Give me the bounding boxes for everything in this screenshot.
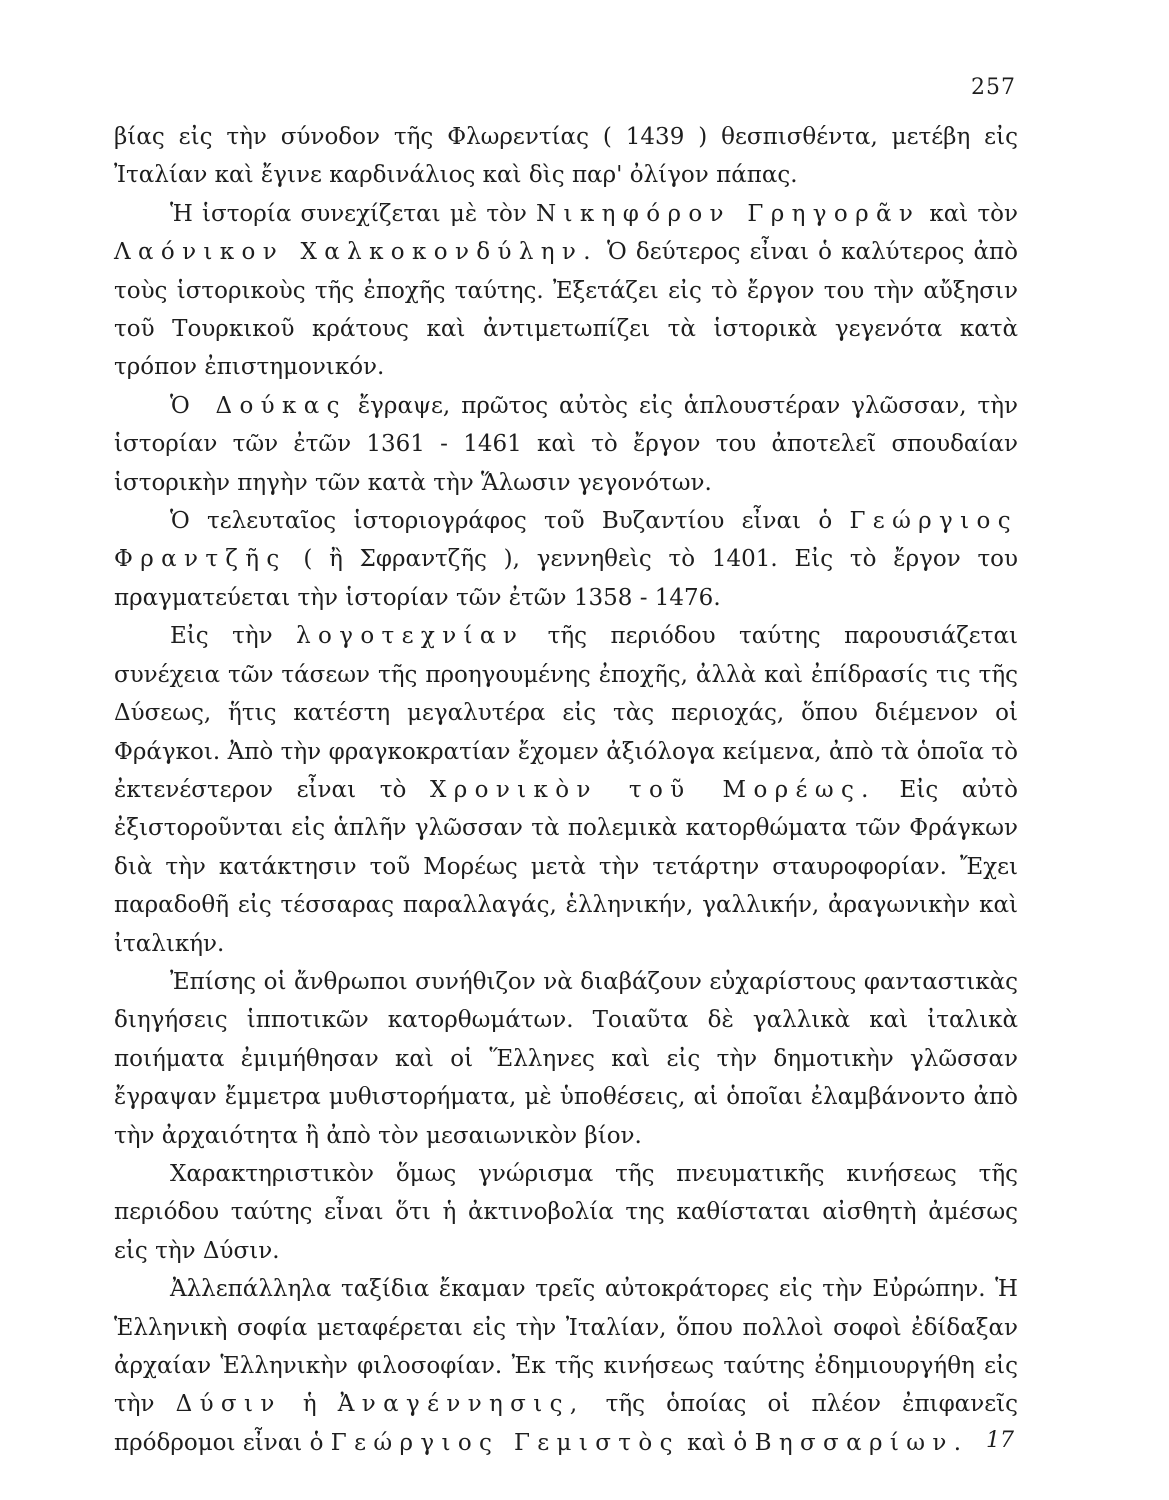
paragraph-8	[114, 1270, 1018, 1462]
name-laonikos-chalkokondylis: Λαόνικον Χαλκοκονδύλην.	[114, 239, 598, 266]
name-doukas: Ὁ Δούκας	[170, 392, 347, 419]
paragraph-4-text-1: Ὁ τελευταῖος ἱστοριογράφος τοῦ Βυζαντίου εἶναι ὁ	[170, 508, 850, 535]
paragraph-2-text-3: Ὁ δεύτερος εἶναι ὁ καλύτερος ἀπὸ τοὺς ἱστορικοὺς τῆς ἐποχῆς ταύτης. Ἐξετάζει εἰς τὸ ἔργον του τὴν αὔξησιν τοῦ Τουρκικοῦ κράτους καὶ ἀντιμετωπίζει τὰ ἱστορικὰ γεγενότα κατὰ τρόπον ἐπιστημονικόν.	[114, 239, 1019, 381]
paragraph-8-text-4: καὶ ὁ	[679, 1429, 755, 1456]
paragraph-2	[114, 195, 1018, 387]
paragraph-1-text: βίας εἰς τὴν σύνοδον τῆς Φλωρεντίας ( 1439 ) θεσπισθέντα, μετέβη εἰς Ἰταλίαν καὶ ἔγινε καρδινάλιος καὶ δὶς παρ' ὀλίγον πάπας.	[114, 124, 1018, 189]
name-nikiforos-grigoras: Νικηφόρον Γρηγορᾶν	[536, 200, 921, 227]
paragraph-6-text: Ἐπίσης οἱ ἄνθρωποι συνήθιζον νὰ διαβάζουν εὐχαρίστους φανταστικὰς διηγήσεις ἱπποτικῶν κατορθωμάτων. Τοιαῦτα δὲ γαλλικὰ καὶ ἰταλικὰ ποιήματα ἐμιμήθησαν καὶ οἱ Ἕλληνες καὶ εἰς τὴν δημοτικὴν γλῶσσαν ἔγραψαν ἔμμετρα μυθιστορήματα, μὲ ὑποθέσεις, αἱ ὁποῖαι ἐλαμβάνοντο ἀπὸ τὴν ἀρχαιότητα ἢ ἀπὸ τὸν μεσαιωνικὸν βίον.	[114, 968, 1018, 1149]
paragraph-8-text-1: Ἀλλεπάλληλα ταξίδια ἔκαμαν τρεῖς αὐτοκράτορες εἰς τὴν Εὐρώπην. Ἡ Ἑλληνικὴ σοφία μεταφέρεται εἰς τὴν Ἰταλίαν, ὅπου πολλοὶ σοφοὶ ἐδίδαξαν ἀρχαίαν Ἑλληνικὴν φιλοσοφίαν. Ἐκ τῆς κινήσεως ταύτης ἐδημιουργήθη εἰς τὴν	[114, 1276, 1018, 1418]
name-georgios-gemistos: Γεώργιος Γεμιστὸς	[330, 1429, 680, 1456]
paragraph-6	[114, 963, 1018, 1155]
term-dysis: Δύσιν	[175, 1391, 282, 1418]
name-bessarion: Βησσαρίων.	[754, 1429, 969, 1456]
term-logotechnia: λογοτεχνίαν	[296, 623, 525, 650]
paragraph-2-text-2: καὶ τὸν	[920, 200, 1018, 227]
paragraph-3	[114, 387, 1018, 502]
name-georgios-frantzis: Γεώργιος Φραντζῆς	[114, 508, 1018, 573]
paragraph-8-text-2: ἡ	[281, 1391, 338, 1418]
title-chronikon-tou-moreos: Χρονικὸν τοῦ Μορέως.	[430, 776, 876, 803]
paragraph-7	[114, 1155, 1018, 1270]
paragraph-1	[114, 118, 1018, 195]
paragraph-4-text-2: ( ἢ Σφραντζῆς ), γεννηθεὶς τὸ 1401. Εἰς τὸ ἔργον του πραγματεύεται τὴν ἱστορίαν τῶν ἐτῶν 1358 - 1476.	[114, 546, 1018, 611]
paragraph-5-text-2: τῆς περιόδου ταύτης παρουσιάζεται συνέχεια τῶν τάσεων τῆς προηγουμένης ἐποχῆς, ἀλλὰ καὶ ἐπίδρασίς τις τῆς Δύσεως, ἥτις κατέστη μεγαλυτέρα εἰς τὰς περιοχάς, ὅπου διέμενον οἱ Φράγκοι. Ἀπὸ τὴν φραγκοκρατίαν ἔχομεν ἀξιόλογα κείμενα, ἀπὸ τὰ ὁποῖα τὸ ἐκτενέστερον εἶναι τὸ	[114, 623, 1018, 803]
paragraph-5	[114, 617, 1018, 963]
term-anagennisis: Ἀναγέννησις,	[337, 1391, 585, 1418]
paragraph-3-text-1: ἔγραψε, πρῶτος αὐτὸς εἰς ἁπλουστέραν γλῶσσαν, τὴν ἱστορίαν τῶν ἐτῶν 1361 - 1461 καὶ τὸ ἔργον του ἀποτελεῖ σπουδαίαν ἱστορικὴν πηγὴν τῶν κατὰ τὴν Ἅλωσιν γεγονότων.	[114, 392, 1018, 496]
page-body	[114, 118, 1018, 1462]
paragraph-4	[114, 502, 1018, 617]
paragraph-5-text-3: Εἰς αὐτὸ ἐξιστοροῦνται εἰς ἁπλῆν γλῶσσαν τὰ πολεμικὰ κατορθώματα τῶν Φράγκων διὰ τὴν κατάκτησιν τοῦ Μορέως μετὰ τὴν τετάρτην σταυροφορίαν. Ἔχει παραδοθῆ εἰς τέσσαρας παραλλαγάς, ἑλληνικήν, γαλλικήν, ἀραγωνικὴν καὶ ἰταλικήν.	[114, 776, 1018, 957]
paragraph-2-text-1: Ἡ ἱστορία συνεχίζεται μὲ τὸν	[170, 200, 537, 227]
paragraph-5-text-1: Εἰς τὴν	[170, 623, 297, 650]
page-number: 257	[971, 75, 1016, 100]
signature-mark: 17	[986, 1428, 1014, 1453]
paragraph-8-text-3: τῆς ὁποίας οἱ πλέον ἐπιφανεῖς πρόδρομοι εἶναι ὁ	[114, 1391, 1019, 1456]
paragraph-7-text: Χαρακτηριστικὸν ὅμως γνώρισμα τῆς πνευματικῆς κινήσεως τῆς περιόδου ταύτης εἶναι ὅτι ἡ ἀκτινοβολία της καθίσταται αἰσθητὴ ἀμέσως εἰς τὴν Δύσιν.	[114, 1160, 1018, 1264]
